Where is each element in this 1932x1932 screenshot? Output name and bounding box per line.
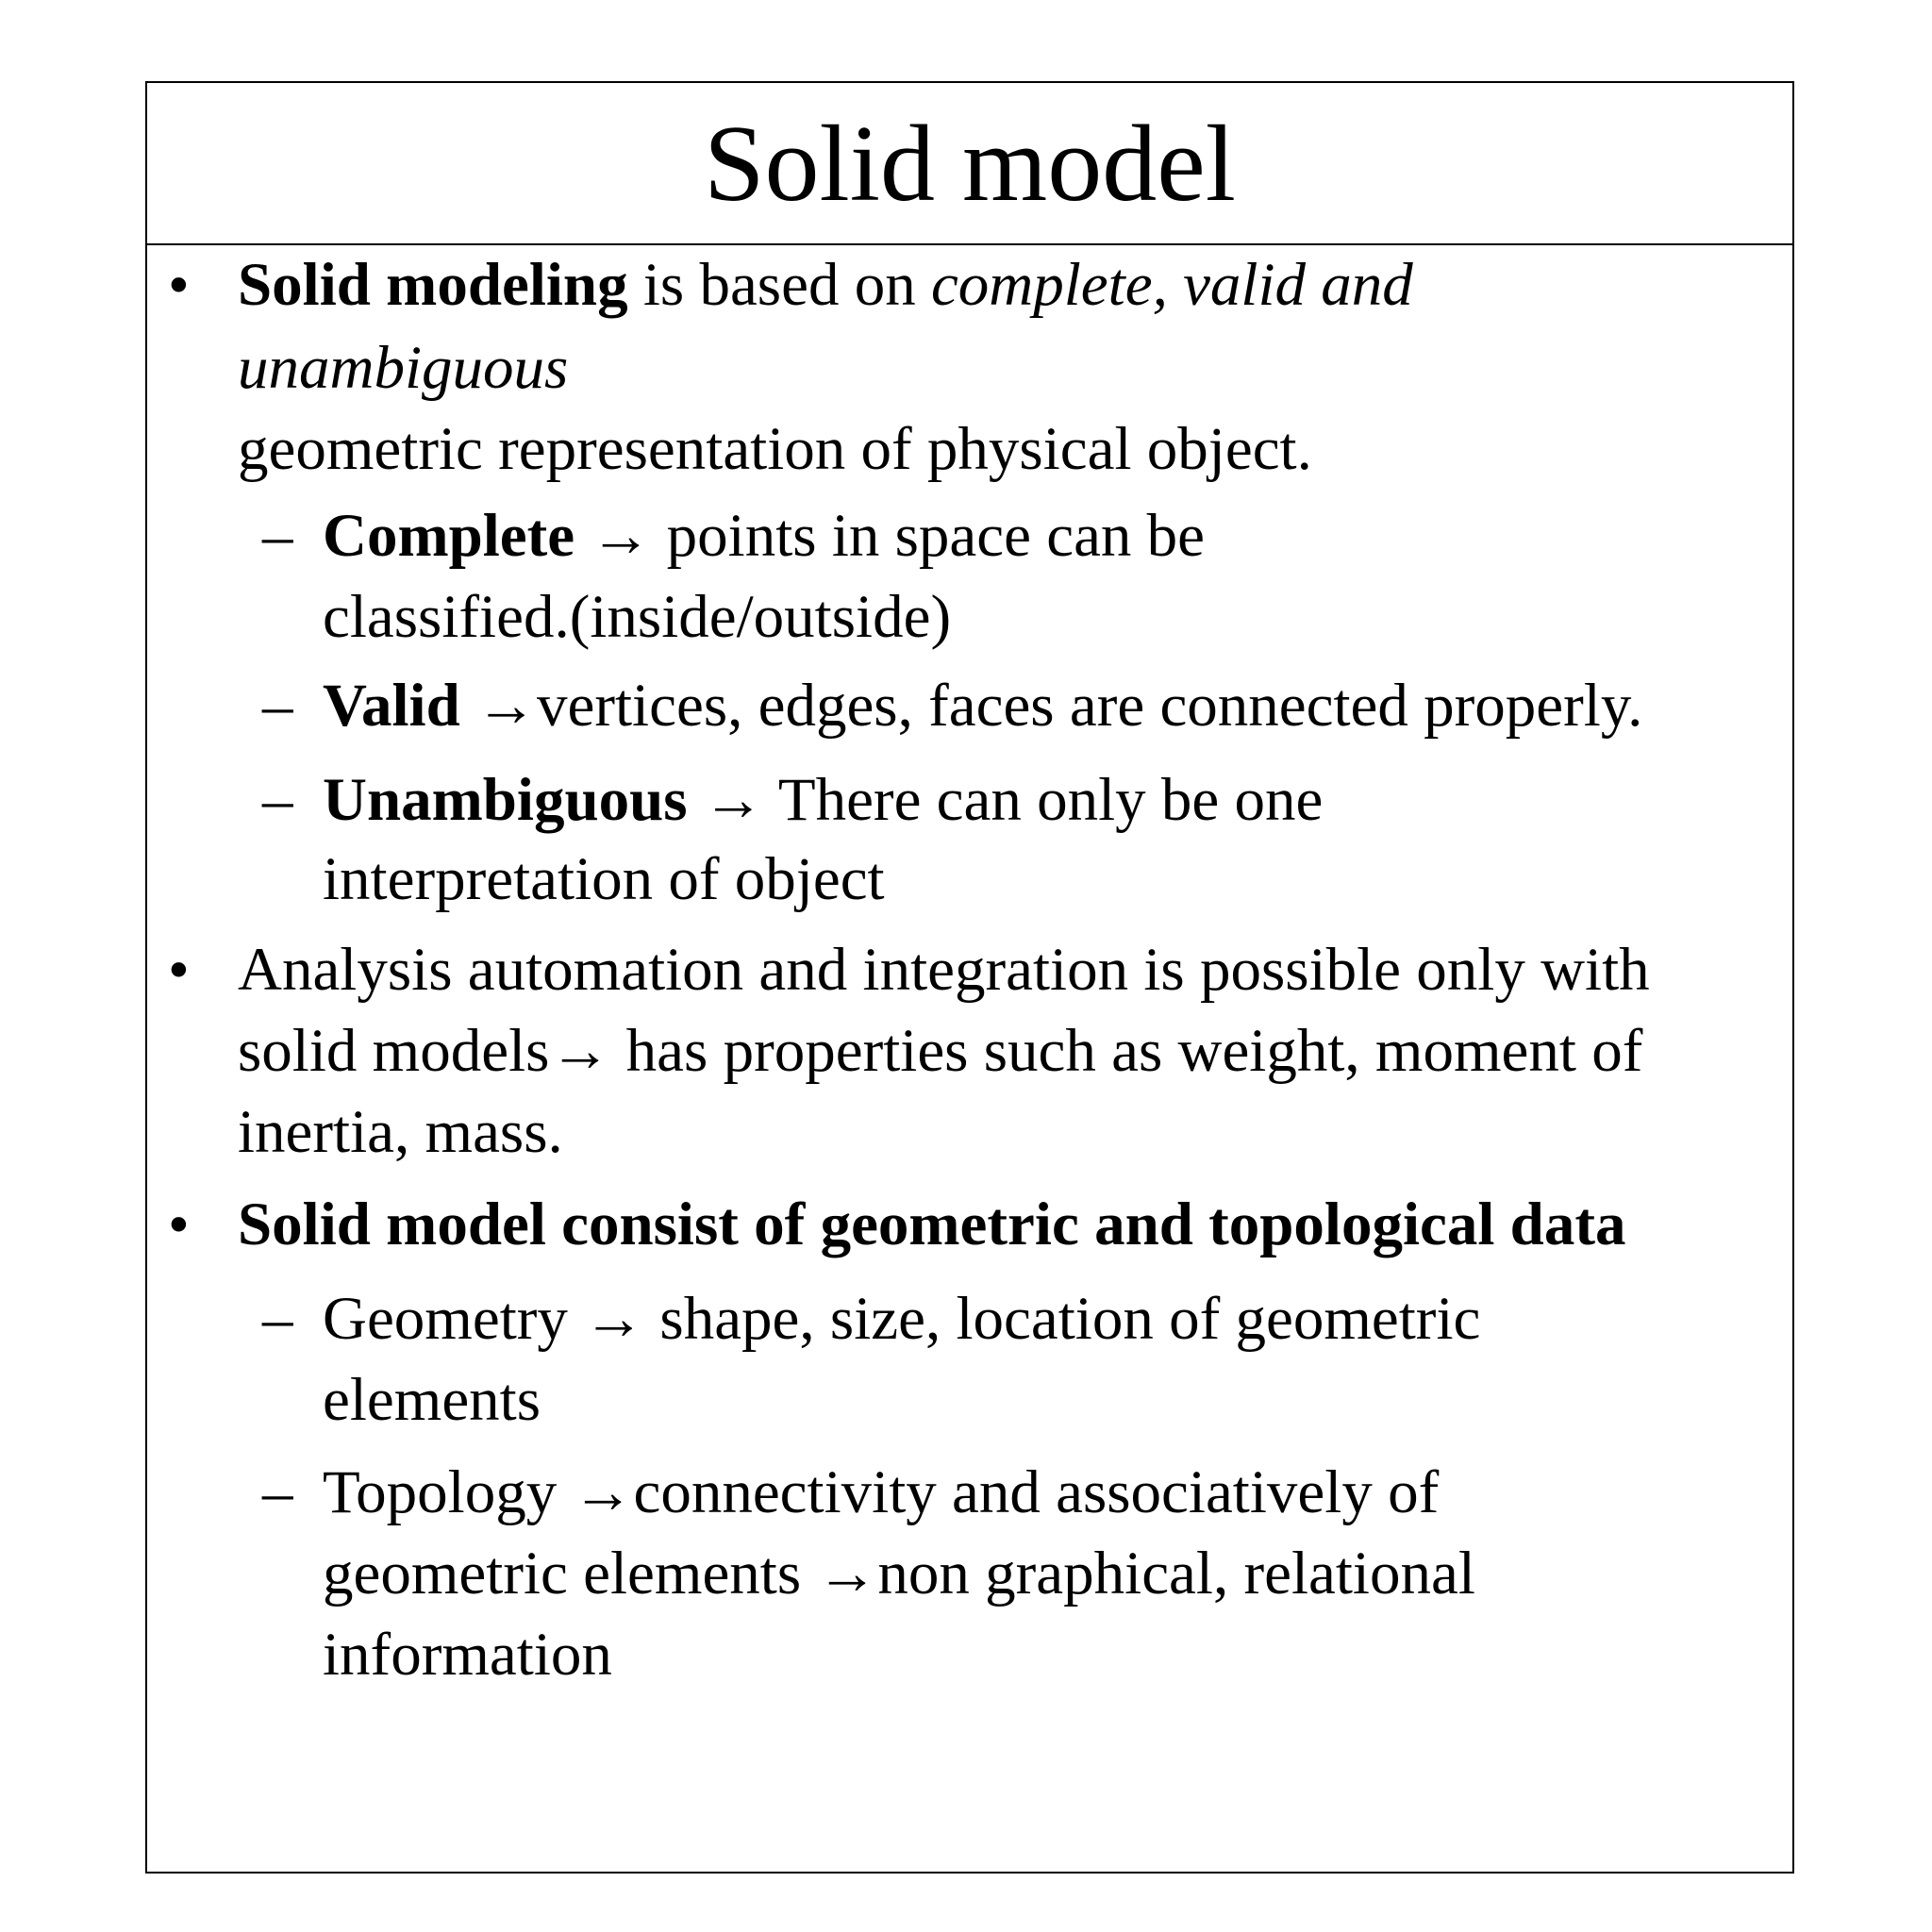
subitem-topology-dash: – bbox=[262, 1458, 293, 1526]
bullet-1-line-2 bbox=[238, 334, 568, 402]
subitem-geometry-line-2: elements bbox=[323, 1366, 541, 1434]
bullet-3-glyph: • bbox=[168, 1191, 190, 1258]
subitem-valid-bold: Valid bbox=[323, 672, 460, 740]
subitem-unambiguous-dash: – bbox=[262, 766, 293, 834]
slide-title: Solid model bbox=[704, 104, 1236, 225]
bullet-1-line-1 bbox=[238, 251, 1413, 319]
subitem-valid-dash: – bbox=[262, 672, 293, 740]
bullet-2-line-3: inertia, mass. bbox=[238, 1098, 563, 1166]
subitem-complete-dash: – bbox=[262, 502, 293, 570]
subitem-unambiguous-line-2: interpretation of object bbox=[323, 845, 885, 913]
subitem-valid-line-1 bbox=[323, 672, 1642, 740]
subitem-unambiguous-bold: Unambiguous bbox=[323, 766, 688, 834]
bullet-1-text-a: is based on bbox=[627, 251, 931, 319]
subitem-topology-line-2: geometric elements →non graphical, relational bbox=[323, 1540, 1475, 1607]
bullet-2-glyph: • bbox=[168, 936, 190, 1004]
bullet-1-bold-lead: Solid modeling bbox=[238, 251, 628, 319]
title-box bbox=[147, 83, 1792, 245]
bullet-1-italic-b: unambiguous bbox=[238, 334, 569, 402]
subitem-geometry-dash: – bbox=[262, 1285, 293, 1353]
subitem-valid-text: →vertices, edges, faces are connected properly. bbox=[459, 672, 1643, 740]
bullet-1-glyph: • bbox=[168, 251, 190, 319]
subitem-topology-line-1: Topology →connectivity and associatively of bbox=[323, 1458, 1440, 1526]
subitem-complete-line-2: classified.(inside/outside) bbox=[323, 583, 952, 651]
subitem-complete-bold: Complete bbox=[323, 502, 575, 570]
subitem-complete-line-1 bbox=[323, 502, 1205, 570]
subitem-unambiguous-line-1 bbox=[323, 766, 1323, 834]
bullet-3-line-1: Solid model consist of geometric and topological data bbox=[238, 1191, 1626, 1258]
bullet-2-line-1: Analysis automation and integration is possible only with bbox=[238, 936, 1650, 1004]
subitem-geometry-line-1: Geometry → shape, size, location of geometric bbox=[323, 1285, 1481, 1353]
bullet-1-italic-a: complete, valid and bbox=[930, 251, 1413, 319]
subitem-unambiguous-text: → There can only be one bbox=[687, 766, 1324, 834]
subitem-complete-text: → points in space can be bbox=[575, 502, 1206, 570]
subitem-topology-line-3: information bbox=[323, 1621, 612, 1689]
bullet-2-line-2: solid models→ has properties such as weight, moment of bbox=[238, 1017, 1643, 1085]
bullet-1-line-3: geometric representation of physical object. bbox=[238, 415, 1312, 483]
